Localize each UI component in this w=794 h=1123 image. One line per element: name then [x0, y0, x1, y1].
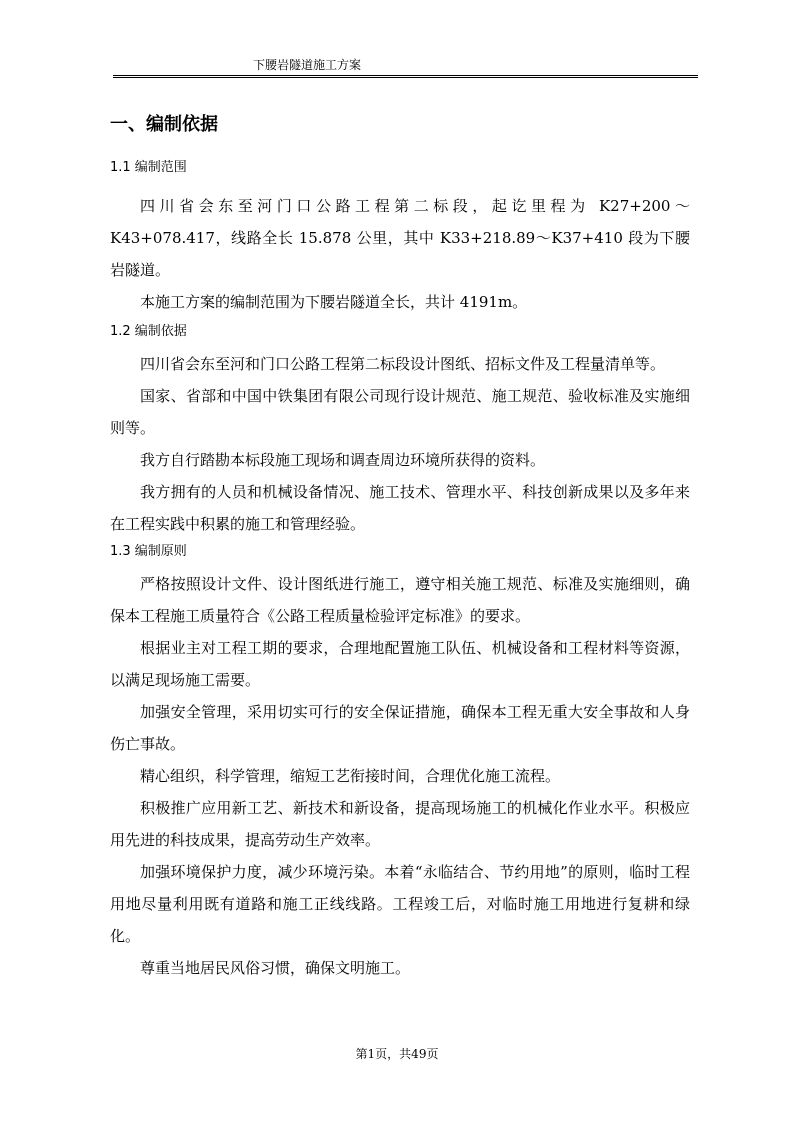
paragraph: 尊重当地居民风俗习惯，确保文明施工。	[140, 959, 411, 977]
paragraph: 根据业主对工程工期的要求，合理地配置施工队伍、机械设备和工程材料等资源，以满足现场施工需要。	[110, 639, 690, 689]
subsection-scope	[110, 158, 690, 318]
subsection-principles	[110, 542, 690, 984]
header-divider	[113, 75, 698, 78]
section-heading: 一、编制依据	[110, 114, 218, 135]
subsection-heading: 1.1 编制范围	[110, 160, 187, 175]
paragraph: 加强环境保护力度，减少环境污染。本着“永临结合、节约用地”的原则，临时工程用地尽量利用既有道路和施工正线线路。工程竣工后，对临时施工用地进行复耕和绿化。	[110, 863, 690, 945]
paragraph: 国家、省部和中国中铁集团有限公司现行设计规范、施工规范、验收标准及实施细则等。	[110, 387, 690, 437]
paragraph: 加强安全管理，采用切实可行的安全保证措施，确保本工程无重大安全事故和人身伤亡事故。	[110, 703, 690, 753]
subsection-basis	[110, 322, 690, 540]
subsection-heading: 1.2 编制依据	[110, 324, 187, 339]
paragraph: 积极推广应用新工艺、新技术和新设备，提高现场施工的机械化作业水平。积极应用先进的科技成果，提高劳动生产效率。	[110, 799, 690, 849]
running-header-title: 下腰岩隧道施工方案	[253, 58, 362, 72]
document-body	[110, 112, 690, 984]
page-number: 第1页，共49页	[355, 1047, 439, 1061]
paragraph: 四川省会东至河门口公路工程第二标段，起讫里程为 K27+200～K43+078.417，线路全长 15.878 公里，其中 K33+218.89～K37+410 段为下腰岩隧道。	[110, 197, 690, 279]
paragraph: 我方自行踏勘本标段施工现场和调查周边环境所获得的资料。	[140, 451, 546, 469]
paragraph: 四川省会东至河和门口公路工程第二标段设计图纸、招标文件及工程量清单等。	[140, 355, 666, 373]
paragraph: 精心组织，科学管理，缩短工艺衔接时间，合理优化施工流程。	[140, 767, 561, 785]
paragraph: 严格按照设计文件、设计图纸进行施工，遵守相关施工规范、标准及实施细则，确保本工程施工质量符合《公路工程质量检验评定标准》的要求。	[110, 575, 690, 625]
paragraph: 我方拥有的人员和机械设备情况、施工技术、管理水平、科技创新成果以及多年来在工程实践中积累的施工和管理经验。	[110, 483, 690, 533]
paragraph: 本施工方案的编制范围为下腰岩隧道全长，共计 4191m。	[140, 293, 528, 311]
subsection-heading: 1.3 编制原则	[110, 544, 187, 559]
